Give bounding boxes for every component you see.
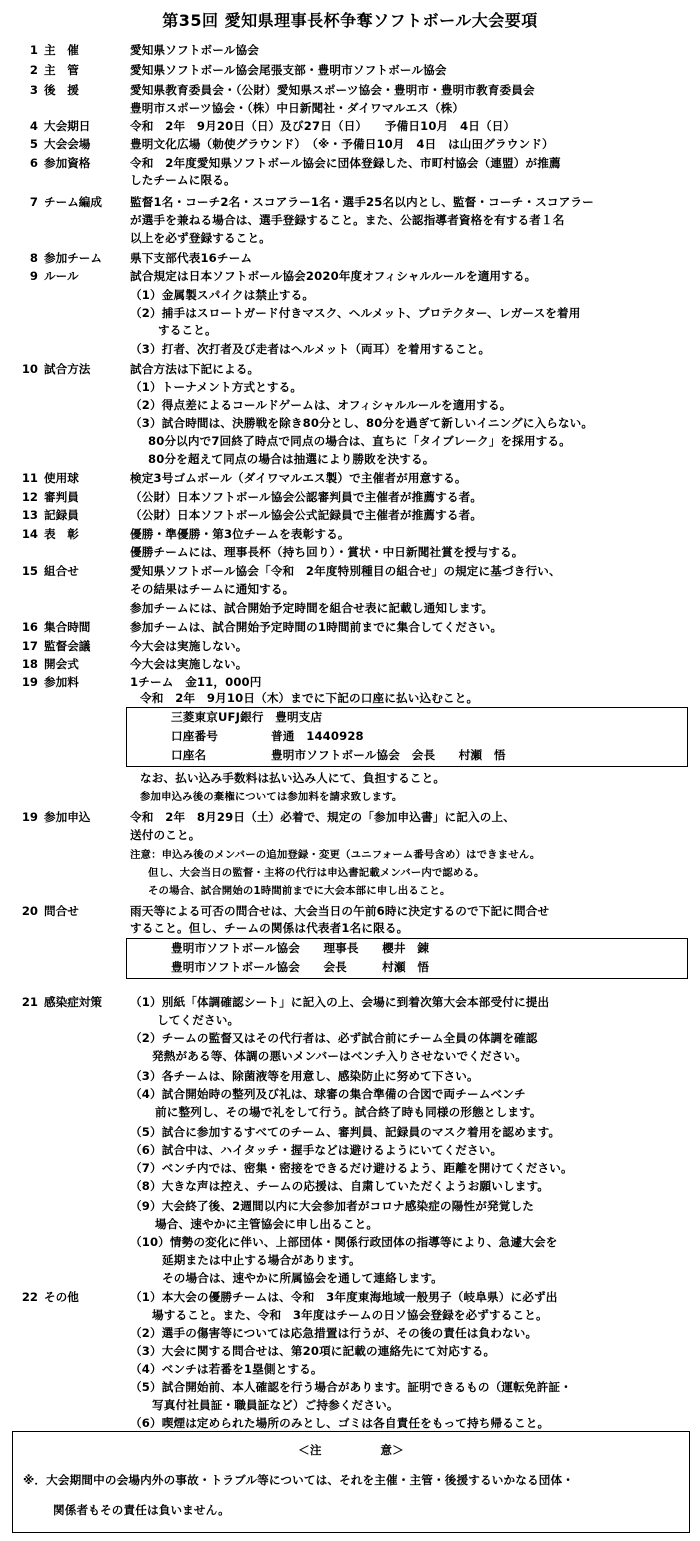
item-number: 14 [21,527,38,541]
item-label: 後 援 [44,83,79,97]
item-number: 15 [21,564,38,578]
item-text: （1）本大会の優勝チームは、令和 3年度東海地域一般男子（岐阜県）に必ず出 [130,1290,558,1304]
item-text: （4）ベンチは若番を1塁側とする。 [130,1362,323,1376]
item-text: 愛知県教育委員会・（公財）愛知県スポーツ協会・豊明市・豊明市教育委員会 [130,83,535,97]
account-holder-value: 豊明市ソフトボール協会 会長 村瀬 悟 [271,748,506,762]
item-number: 17 [21,639,38,653]
item-text: （8）大きな声は控え、チームの応援は、自粛していただくようお願いします。 [130,1179,550,1193]
item-label: 記録員 [44,508,79,522]
item-label: 主 催 [44,43,79,57]
item-label: その他 [44,1290,79,1304]
item-number: 16 [21,620,38,634]
item-text: 令和 2年 8月29日（土）必着で、規定の「参加申込書」に記入の上、 [130,810,515,824]
item-number: 19 [21,675,38,689]
item-text: 前に整列し、その場で礼をして行う。試合終了時も同様の形態とします。 [155,1105,542,1119]
item-label: 参加料 [44,675,79,689]
item-label: 審判員 [44,490,79,504]
item-text: その場合は、速やかに所属協会を通して連絡します。 [162,1271,443,1285]
item-text: 優勝チームには、理事長杯（持ち回り）・賞状・中日新聞社賞を授与する。 [130,545,524,559]
item-text: すること。 [158,323,217,337]
item-number: 11 [21,471,38,485]
fee-note: なお、払い込み手数料は払い込み人にて、負担すること。 [140,771,446,785]
item-text: （1）別紙「体調確認シート」に記入の上、会場に到着次第大会本部受付に提出 [130,995,550,1009]
item-text: （2）得点差によるコールドゲームは、オフィシャルルールを適用する。 [130,398,512,412]
page-title: 第35回 愛知県理事長杯争奪ソフトボール大会要項 [162,11,538,30]
item-text: （2）選手の傷害等については応急措置は行うが、その後の責任は負わない。 [130,1326,538,1340]
item-label: 大会期日 [44,119,91,133]
item-text: （3）試合時間は、決勝戦を除き80分とし、80分を過ぎて新しいイニングに入らない。 [130,416,594,430]
item-number: 12 [21,490,38,504]
item-text: 豊明市スポーツ協会・（株）中日新聞社・ダイワマルエス（株） [130,101,465,115]
item-label: 参加申込 [44,810,91,824]
account-holder-label: 口座名 [171,748,207,762]
item-label: 大会会場 [44,137,91,151]
item-label: 問合せ [44,904,79,918]
item-number: 6 [29,156,38,170]
item-label: 監督会議 [44,639,91,653]
item-text: したチームに限る。 [130,173,236,187]
item-label: 使用球 [44,471,79,485]
item-text: 令和 2年 9月10日（木）までに下記の口座に払い込むこと。 [140,691,479,705]
item-text: 発熱がある等、体調の悪いメンバーはベンチ入りさせないでください。 [152,1049,527,1063]
item-number: 1 [29,43,38,57]
item-text: （6）喫煙は定められた場所のみとし、ゴミは各自責任をもって持ち帰ること。 [130,1416,550,1430]
bank-account-box [126,707,688,767]
contact-box [126,938,688,979]
item-text: すること。但し、チームの関係は代表者1名に限る。 [130,921,409,935]
item-text: が選手を兼ねる場合は、選手登録すること。また、公認指導者資格を有する者１名 [130,213,565,227]
account-number-value: 普通 1440928 [271,729,364,743]
note-text: その場合、試合開始の1時間前までに大会本部に申し出ること。 [148,885,451,897]
item-number: 8 [29,251,38,265]
notice-text: 関係者もその責任は負いません。 [53,1503,230,1517]
item-number: 20 [21,904,38,918]
account-number-label: 口座番号 [171,729,218,743]
item-text: （5）試合開始前、本人確認を行う場合があります。証明できるもの（運転免許証・ [130,1380,572,1394]
item-text: 延期または中止する場合があります。 [162,1253,361,1267]
note-text: 但し、大会当日の監督・主将の代行は申込書記載メンバー内で認める。 [148,867,485,879]
item-number: 9 [29,269,38,283]
item-text: （3）打者、次打者及び走者はヘルメット（両耳）を着用すること。 [130,342,491,356]
item-text: 以上を必ず登録すること。 [130,231,271,245]
item-text: 今大会は実施しない。 [130,639,248,653]
item-text: 令和 2年度愛知県ソフトボール協会に団体登録した、市町村協会（連盟）が推薦 [130,156,561,170]
item-text: 参加チームは、試合開始予定時間の1時間前までに集合してください。 [130,620,503,634]
item-number: 22 [21,1290,38,1304]
item-text: 1チーム 金11，000円 [130,675,262,689]
item-text: 試合規定は日本ソフトボール協会2020年度オフィシャルルールを適用する。 [130,269,537,283]
item-text: （5）試合に参加するすべてのチーム、審判員、記録員のマスク着用を認めます。 [130,1125,561,1139]
contact-line: 豊明市ソフトボール協会 会長 村瀬 悟 [171,960,430,974]
item-label: チーム編成 [44,195,102,209]
item-number: 13 [21,508,38,522]
item-text: 試合方法は下記による。 [130,362,260,376]
note-text: 注意：申込み後のメンバーの追加登録・変更（ユニフォーム番号含め）はできません。 [130,849,541,861]
item-text: 豊明文化広場（勅使グラウンド） （※・予備日10月 4日 は山田グラウンド） [130,137,554,151]
item-text: 愛知県ソフトボール協会 [130,43,259,57]
item-text: 今大会は実施しない。 [130,657,248,671]
item-label: 参加資格 [44,156,91,170]
item-text: （4）試合開始時の整列及び礼は、球審の集合準備の合図で両チームベンチ [130,1087,526,1101]
item-text: （3）大会に関する問合せは、第20項に記載の連絡先にて対応する。 [130,1344,496,1358]
item-number: 7 [29,195,38,209]
item-text: （7）ベンチ内では、密集・密接をできるだけ避けるよう、距離を開けてください。 [130,1161,573,1175]
notice-heading: ＜注 意＞ [298,1443,404,1457]
item-number: 19 [21,810,38,824]
item-number: 4 [29,119,38,133]
item-text: 80分以内で7回終了時点で同点の場合は、直ちに「タイブレーク」を採用する。 [148,434,571,448]
item-text: 送付のこと。 [130,828,201,842]
item-label: 組合せ [44,564,79,578]
item-text: 監督1名・コーチ2名・スコアラー1名・選手25名以内とし、監督・コーチ・スコアラー [130,195,594,209]
item-label: 開会式 [44,657,79,671]
item-text: （2）捕手はスロートガード付きマスク、ヘルメット、プロテクター、レガースを着用 [130,306,581,320]
item-text: してください。 [157,1013,240,1027]
item-label: 表 彰 [44,527,79,541]
item-number: 3 [29,83,38,97]
notice-box [12,1431,690,1533]
item-number: 18 [21,657,38,671]
item-text: （10）情勢の変化に伴い、上部団体・関係行政団体の指導等により、急遽大会を [130,1235,558,1249]
item-label: 試合方法 [44,362,91,376]
item-text: （公財）日本ソフトボール協会公式記録員で主催者が推薦する者。 [130,508,483,522]
item-label: 感染症対策 [44,995,102,1009]
item-text: 参加チームには、試合開始予定時間を組合せ表に記載し通知します。 [130,601,494,615]
item-text: その結果はチームに通知する。 [130,582,295,596]
item-text: （9）大会終了後、2週間以内に大会参加者がコロナ感染症の陽性が発覚した [130,1199,534,1213]
item-text: （6）試合中は、ハイタッチ・握手などは避けるようにいてください。 [130,1143,503,1157]
item-text: 愛知県ソフトボール協会尾張支部・豊明市ソフトボール協会 [130,63,447,77]
item-text: （3）各チームは、除菌液等を用意し、感染防止に努めて下さい。 [130,1069,479,1083]
item-text: （2）チームの監督又はその代行者は、必ず試合前にチーム全員の体調を確認 [130,1031,538,1045]
fee-note: 参加申込み後の棄権については参加料を請求致します。 [140,791,403,803]
item-text: 雨天等による可否の問合せは、大会当日の午前6時に決定するので下記に問合せ [130,904,550,918]
item-number: 10 [21,362,38,376]
item-text: 写真付社員証・職員証など）ご持参ください。 [152,1398,399,1412]
bank-name: 三菱東京UFJ銀行 豊明支店 [171,710,323,724]
item-text: 県下支部代表16チーム [130,251,253,265]
item-label: 主 管 [44,63,79,77]
item-number: 5 [29,137,38,151]
contact-line: 豊明市ソフトボール協会 理事長 櫻井 錬 [171,941,430,955]
item-label: 集合時間 [44,620,91,634]
item-label: ルール [44,269,79,283]
item-text: （公財）日本ソフトボール協会公認審判員で主催者が推薦する者。 [130,490,483,504]
item-text: 場合、速やかに主管協会に申し出ること。 [155,1217,379,1231]
item-text: 検定3号ゴムボール（ダイワマルエス製）で主催者が用意する。 [130,471,467,485]
item-text: 令和 2年 9月20日（日）及び27日（日） 予備日10月 4日（日） [130,119,516,133]
item-number: 21 [21,995,38,1009]
item-text: 場すること。また、令和 3年度はチームの日ソ協会登録を必ずすること。 [152,1308,548,1322]
item-text: （1）金属製スパイクは禁止する。 [130,288,315,302]
item-number: 2 [29,63,38,77]
item-text: （1）トーナメント方式とする。 [130,380,303,394]
item-text: 80分を超えて同点の場合は抽選により勝敗を決する。 [148,452,435,466]
item-label: 参加チーム [44,251,102,265]
notice-text: ※．大会期間中の会場内外の事故・トラブル等については、それを主催・主管・後援するいかなる団体・ [23,1473,574,1487]
item-text: 優勝・準優勝・第3位チームを表彰する。 [130,527,350,541]
item-text: 愛知県ソフトボール協会「令和 2年度特別種目の組合せ」の規定に基づき行い、 [130,564,561,578]
